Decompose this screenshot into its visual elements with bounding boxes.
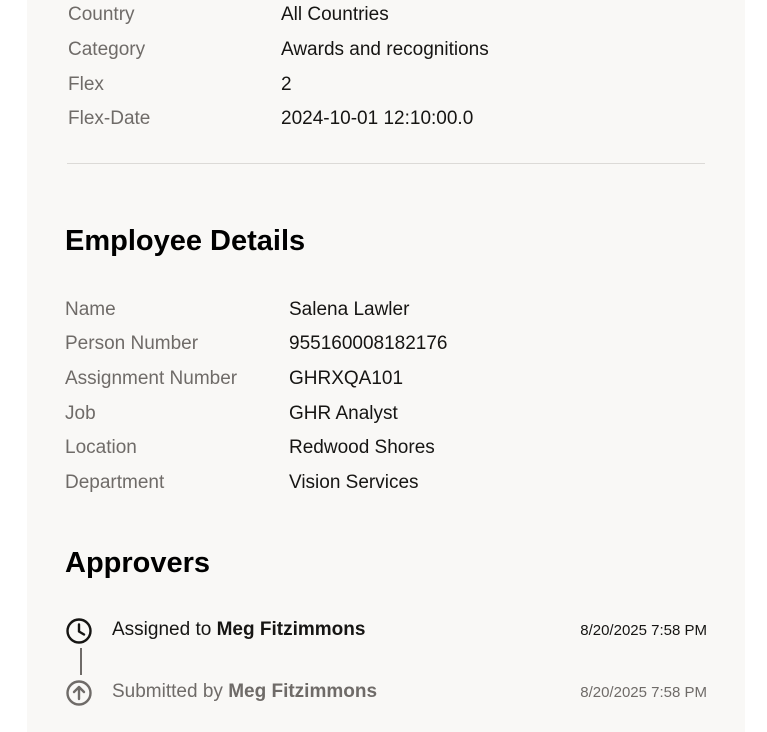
approver-row-submitted — [65, 677, 707, 707]
field-value: GHR Analyst — [289, 403, 398, 424]
detail-label: Flex-Date — [68, 108, 151, 129]
field-label: Person Number — [65, 333, 199, 354]
detail-value: 2 — [281, 74, 292, 95]
approver-text — [112, 680, 377, 704]
approver-action: Submitted by — [112, 681, 223, 702]
field-label: Name — [65, 299, 116, 320]
employee-details-title: Employee Details — [65, 225, 306, 257]
detail-label: Country — [68, 4, 135, 25]
arrow-up-circle-icon — [65, 679, 93, 707]
section-divider — [67, 163, 705, 164]
field-value: GHRXQA101 — [289, 368, 404, 389]
approver-action: Assigned to — [112, 619, 212, 640]
detail-label: Category — [68, 39, 146, 60]
field-value: Redwood Shores — [289, 437, 435, 458]
approvers-title: Approvers — [65, 547, 211, 579]
field-label: Job — [65, 403, 96, 424]
detail-value: Awards and recognitions — [281, 39, 489, 60]
approver-text — [112, 618, 365, 642]
detail-label: Flex — [68, 74, 104, 95]
timeline-connector — [80, 648, 82, 675]
field-value: Salena Lawler — [289, 299, 410, 320]
detail-value: All Countries — [281, 4, 389, 25]
approver-name: Meg Fitzimmons — [228, 681, 378, 702]
field-label: Assignment Number — [65, 368, 238, 389]
approver-timestamp: 8/20/2025 7:58 PM — [580, 622, 707, 639]
approver-name: Meg Fitzimmons — [216, 619, 366, 640]
clock-icon — [65, 617, 93, 645]
field-label: Location — [65, 437, 137, 458]
detail-value: 2024-10-01 12:10:00.0 — [281, 108, 474, 129]
field-label: Department — [65, 472, 165, 493]
field-value: Vision Services — [289, 472, 419, 493]
approver-row-assigned — [65, 615, 707, 645]
field-value: 955160008182176 — [289, 333, 448, 354]
details-panel — [27, 0, 745, 732]
approver-timestamp: 8/20/2025 7:58 PM — [580, 684, 707, 701]
